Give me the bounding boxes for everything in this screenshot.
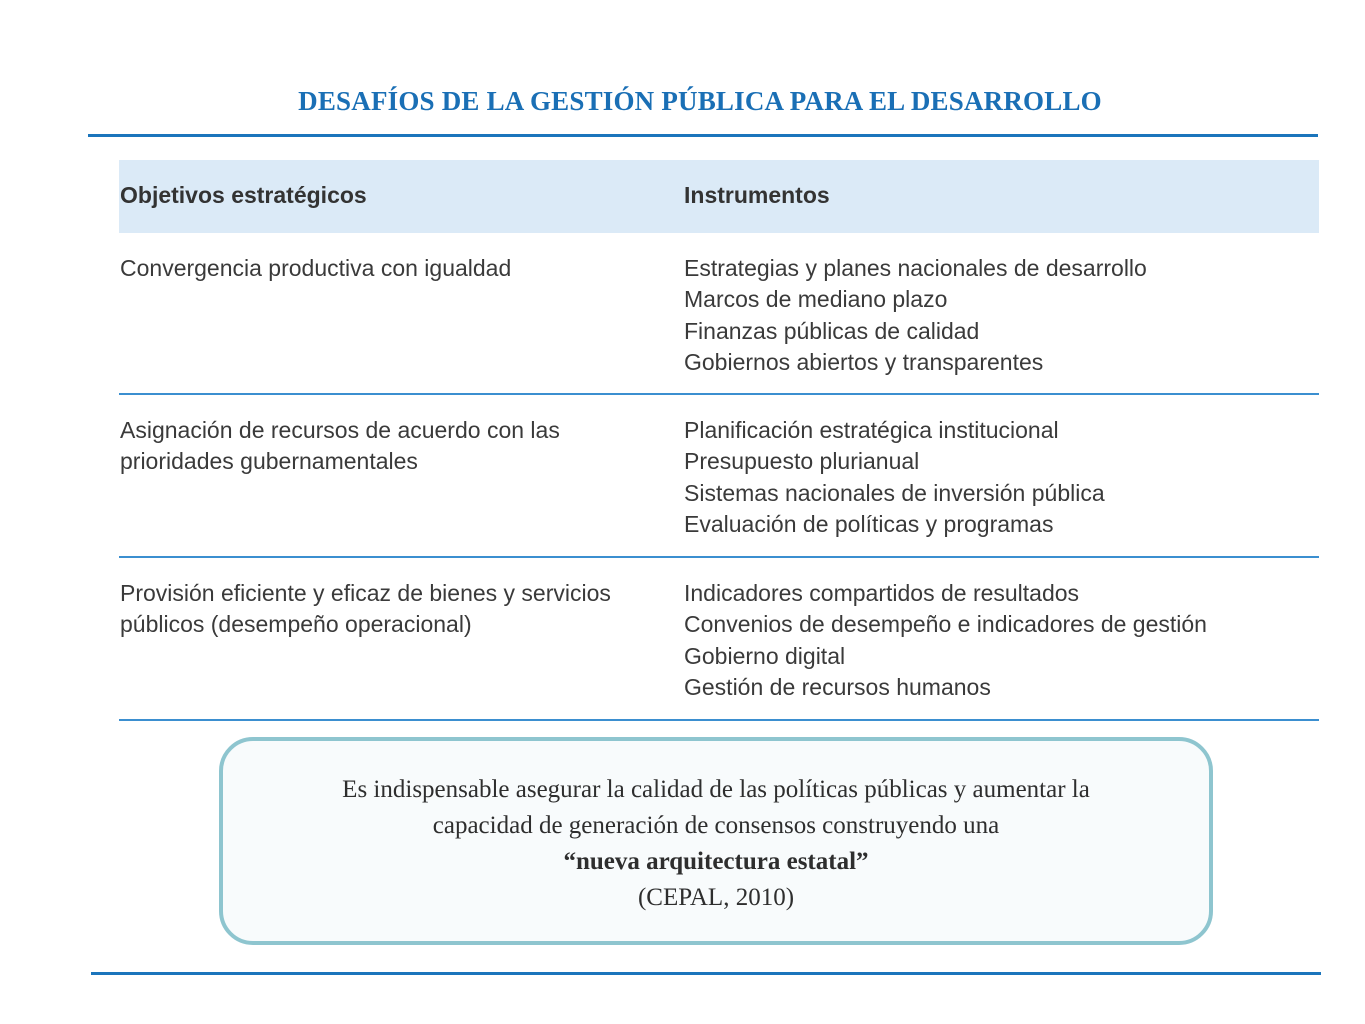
objective-line: públicos (desempeño operacional) [120, 611, 472, 638]
objective-cell [120, 415, 560, 478]
instrument-line: Presupuesto plurianual [684, 448, 920, 475]
objective-cell [120, 578, 611, 641]
quote-line: Es indispensable asegurar la calidad de las políticas públicas y aumentar la [342, 776, 1090, 803]
instrument-line: Estrategias y planes nacionales de desarrollo [684, 255, 1147, 281]
quote-line: capacidad de generación de consensos construyendo una [432, 812, 1000, 839]
quote-emphasis: “nueva arquitectura estatal” [563, 848, 869, 875]
instruments-cell [684, 578, 1207, 703]
objective-line: Asignación de recursos de acuerdo con las [120, 417, 560, 443]
instrument-line: Planificación estratégica institucional [684, 417, 1059, 443]
objective-cell [120, 253, 511, 284]
objective-line: prioridades gubernamentales [120, 448, 418, 475]
instruments-cell [684, 415, 1105, 540]
table-header [119, 160, 1319, 233]
table-row [119, 395, 1319, 558]
objective-line: Provisión eficiente y eficaz de bienes y servicios [120, 580, 611, 606]
instrument-line: Finanzas públicas de calidad [684, 317, 980, 344]
header-objectives: Objetivos estratégicos [120, 182, 367, 208]
instrument-line: Gestión de recursos humanos [684, 673, 991, 700]
quote-citation: (CEPAL, 2010) [637, 884, 795, 911]
instrument-line: Gobiernos abiertos y transparentes [684, 348, 1044, 375]
instrument-line: Gobierno digital [684, 642, 846, 669]
instruments-cell [684, 253, 1147, 378]
page-title: DESAFÍOS DE LA GESTIÓN PÚBLICA PARA EL DESARROLLO [298, 86, 1102, 116]
instrument-line: Indicadores compartidos de resultados [684, 580, 1080, 606]
quote-callout [219, 737, 1213, 945]
instrument-line: Sistemas nacionales de inversión pública [684, 479, 1105, 506]
strategy-table [119, 160, 1319, 721]
instrument-line: Marcos de mediano plazo [684, 286, 948, 313]
top-divider [88, 134, 1318, 137]
bottom-divider [91, 972, 1321, 975]
header-instruments: Instrumentos [684, 182, 830, 208]
table-row [119, 233, 1319, 395]
instrument-line: Convenios de desempeño e indicadores de gestión [684, 611, 1207, 638]
table-row [119, 558, 1319, 721]
instrument-line: Evaluación de políticas y programas [684, 510, 1054, 537]
objective-line: Convergencia productiva con igualdad [120, 255, 512, 281]
quote-text [223, 772, 1209, 916]
